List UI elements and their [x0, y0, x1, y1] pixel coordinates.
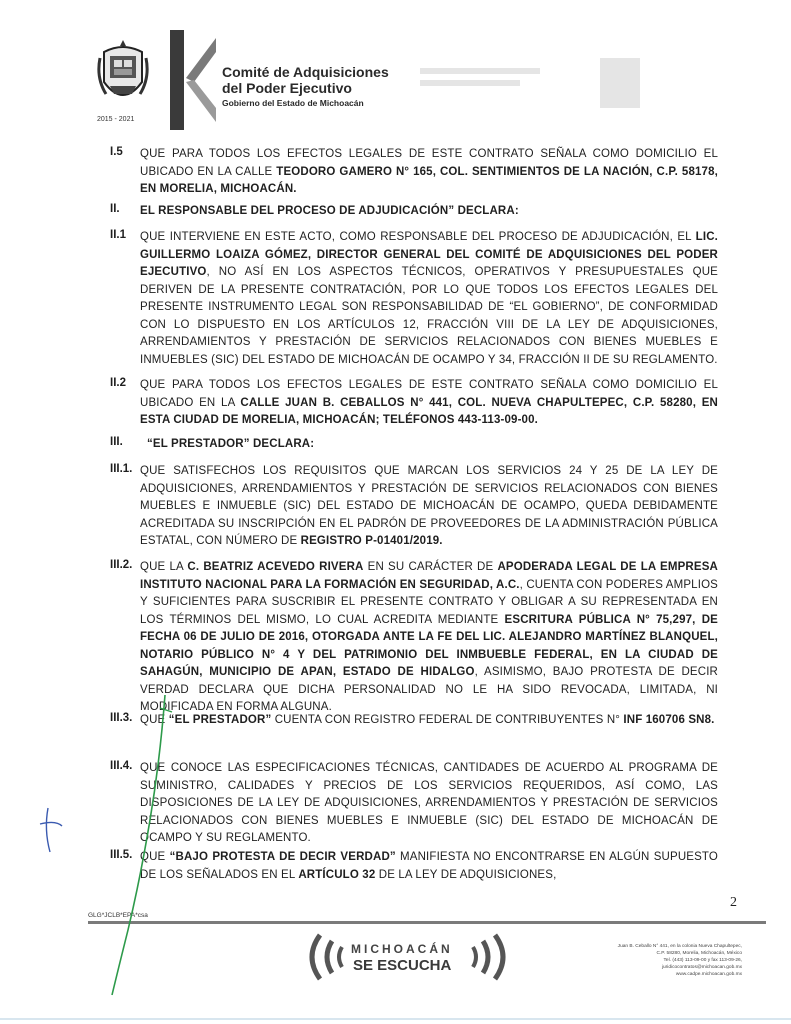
org-name-line3: Gobierno del Estado de Michoacán [222, 98, 364, 108]
clause-text-bold: “EL PRESTADOR” [168, 714, 272, 726]
clause-text-bold: LIC. GUILLERMO LOAIZA GÓMEZ, DIRECTOR GENERAL DEL COMITÉ DE ADQUISICIONES DEL PODER EJECUTIVO [140, 231, 718, 278]
clause-text-part: QUE INTERVIENE EN ESTE ACTO, COMO RESPONSABLE DEL PROCESO DE ADJUDICACIÓN, EL [140, 231, 696, 243]
address-line: Juan B. Ceballo N° 441, en la colonia Nueva Chapultepec, [617, 944, 742, 949]
clause-text-part: EN SU CARÁCTER DE [363, 561, 498, 573]
footer-divider [88, 921, 766, 924]
clause-text [140, 463, 718, 551]
clause-number: III.4. [110, 760, 133, 772]
clause-text-part: QUE [140, 851, 170, 863]
clause-number: I.5 [110, 146, 123, 158]
clause-text-part: QUE PARA TODOS LOS EFECTOS LEGALES DE ESTE CONTRATO SEÑALA COMO DOMICILIO EL UBICADO EN LA [140, 379, 718, 409]
clause-text-part: , ASIMISMO, BAJO PROTESTA DE DECIR VERDAD DECLARA QUE DICHA PERSONALIDAD NO LE HA SIDO REVOCADA, LIMITADA, NI MODIFICADA EN FORMA ALGUNA. [140, 666, 718, 713]
section-number: III. [110, 436, 123, 448]
state-crest-icon [96, 38, 150, 110]
org-name-line1: Comité de Adquisiciones [222, 64, 389, 80]
page-bottom-border [0, 1018, 791, 1020]
section-heading: EL RESPONSABLE DEL PROCESO DE ADJUDICACIÓN” DECLARA: [140, 205, 519, 217]
clause-text-part: CUENTA CON REGISTRO FEDERAL DE CONTRIBUYENTES N° [271, 714, 624, 726]
address-line: juridicocontratos@michoacan.gob.mx [661, 965, 742, 970]
clause-text-bold: TEODORO GAMERO N° 165, COL. SENTIMIENTOS DE LA NACIÓN, C.P. 58178, EN MORELIA, MICHOACÁN. [140, 165, 718, 195]
clause-text-bold: REGISTRO P-01401/2019. [300, 535, 443, 547]
clause-text-bold: INF 160706 SN8. [623, 714, 715, 726]
clause-number: II.1 [110, 229, 126, 241]
clause-text-bold: ESCRITURA PÚBLICA N° 75,297, DE FECHA 06 DE JULIO DE 2016, OTORGADA ANTE LA FE DEL LIC. ALEJANDRO MARTÍNEZ BLANQUEL, NOTARIO PÚBLICO N° 4 Y DEL PATRIMONIO DEL INMBUEBLE FEDERAL, EN LA CIUDAD DE SAHAGÚN, MUNICIPIO DE APAN, ESTADO DE HIDALGO [140, 613, 718, 678]
clause-text-part: QUE PARA TODOS LOS EFECTOS LEGALES DE ESTE CONTRATO SEÑALA COMO DOMICILIO EL UBICADO EN LA CALLE [140, 148, 718, 178]
org-name-line2: del Poder Ejecutivo [222, 80, 352, 96]
clause-number: III.2. [110, 559, 133, 571]
clause-text-bold: C. BEATRIZ ACEVEDO RIVERA [187, 561, 364, 573]
clause-text [140, 229, 718, 369]
clause-text [140, 849, 718, 884]
clause-number: II.2 [110, 377, 126, 389]
footer-address [560, 943, 742, 978]
clause-text-bold: APODERADA LEGAL DE LA EMPRESA INSTITUTO NACIONAL PARA LA FORMACIÓN EN SEGURIDAD, A.C. [140, 561, 718, 591]
crest-years: 2015 - 2021 [97, 116, 135, 123]
clause-text-bold: CALLE JUAN B. CEBALLOS N° 441, COL. NUEVA CHAPULTEPEC, C.P. 58280, EN ESTA CIUDAD DE MORELIA, MICHOACÁN; TELÉFONOS 443-113-09-00. [140, 396, 718, 426]
clause-number: III.5. [110, 849, 133, 861]
clause-text [140, 712, 718, 730]
clause-text-part: QUE [140, 714, 169, 726]
clause-text-part: QUE SATISFECHOS LOS REQUISITOS QUE MARCAN LOS SERVICIOS 24 Y 25 DE LA LEY DE ADQUISICIONES, ARRENDAMIENTOS Y PRESTACIÓN DE SERVICIOS RELACIONADOS CON BIENES MUEBLES E INMUEBLE (SIC) DEL ESTADO DE MICHOACÁN DE OCAMPO, QUEDA DEBIDAMENTE ACREDITADA SU INSCRIPCIÓN EN EL PADRÓN DE PROVEEDORES DE LA ADMINISTRACIÓN PÚBLICA ESTATAL, CON NÚMERO DE [140, 465, 718, 547]
section-number: II. [110, 203, 120, 215]
section-heading: “EL PRESTADOR” DECLARA: [147, 438, 315, 450]
clause-text-bold: ARTÍCULO 32 [298, 868, 376, 881]
clause-text-part: QUE LA [140, 561, 188, 573]
clause-number: III.3. [110, 712, 133, 724]
footer-logo-bottom: SE ESCUCHA [353, 957, 452, 974]
clause-text-bold: “BAJO PROTESTA DE DECIR VERDAD” [169, 851, 396, 863]
clause-text [140, 146, 718, 199]
clause-text [140, 559, 718, 717]
clause-number: III.1. [110, 463, 133, 475]
footer-logo-top: MICHOACÁN [351, 942, 453, 956]
address-line: C.P. 58280, Morelia, Michoacán, México [656, 951, 742, 956]
address-line: www.cadpe.michoacan.gob.mx [675, 972, 742, 977]
bleed-through-mark [420, 58, 680, 128]
committee-logo-icon [166, 30, 218, 130]
address-line: Tel. (443) 113-09-00 y fax 113-09-26, [663, 958, 742, 963]
initials: GLG*JCLB*EPA*csa [88, 912, 148, 919]
clause-text-part: DE LA LEY DE ADQUISICIONES, [375, 868, 557, 881]
clause-text-part: MANIFIESTA NO ENCONTRARSE EN ALGÚN SUPUESTO DE LOS SEÑALADOS EN EL [140, 851, 718, 881]
clause-text: QUE CONOCE LAS ESPECIFICACIONES TÉCNICAS, CANTIDADES DE ACUERDO AL PROGRAMA DE SUMINISTRO, CALIDADES Y PRECIOS DE LOS SERVICIOS REQUERIDOS, ASÍ COMO, LAS DISPOSICIONES DE LA LEY DE ADQUISICIONES, ARRENDAMIENTOS Y PRESTACIÓN DE SERVICIOS RELACIONADOS CON BIENES MUEBLES E INMUEBLE (SIC) DEL ESTADO DE MICHOACÁN DE OCAMPO Y SU REGLAMENTO. [140, 762, 718, 844]
clause-text-part: , CUENTA CON PODERES AMPLIOS Y SUFICIENTES PARA SUSCRIBIR EL PRESENTE CONTRATO Y OBLIGAR A SU REPRESENTADA EN LOS TÉRMINOS DEL MISMO, LO CUAL ACREDITA MEDIANTE [140, 578, 718, 626]
page-number: 2 [730, 895, 737, 910]
clause-text-part: , NO ASÍ EN LOS ASPECTOS TÉCNICOS, OPERATIVOS Y PRESUPUESTALES QUE DERIVEN DE LA PRESENTE CONTRATACIÓN, POR LO QUE TODOS LOS EFECTOS LEGALES DEL PRESENTE INSTRUMENTO LEGAL SON RESPONSABILIDAD DE “EL GOBIERNO”, DE CONFORMIDAD CON LO DISPUESTO EN LOS ARTÍCULOS 12, FRACCIÓN VIII DE LA LEY DE ADQUISICIONES, ARRENDAMIENTOS Y PRESTACIÓN DE SERVICIOS RELACIONADOS CON BIENES MUEBLES E INMUEBLES (SIC) DEL ESTADO DE MICHOACÁN DE OCAMPO Y 34, FRACCIÓN II DE SU REGLAMENTO. [140, 266, 718, 366]
clause-text [140, 377, 718, 430]
